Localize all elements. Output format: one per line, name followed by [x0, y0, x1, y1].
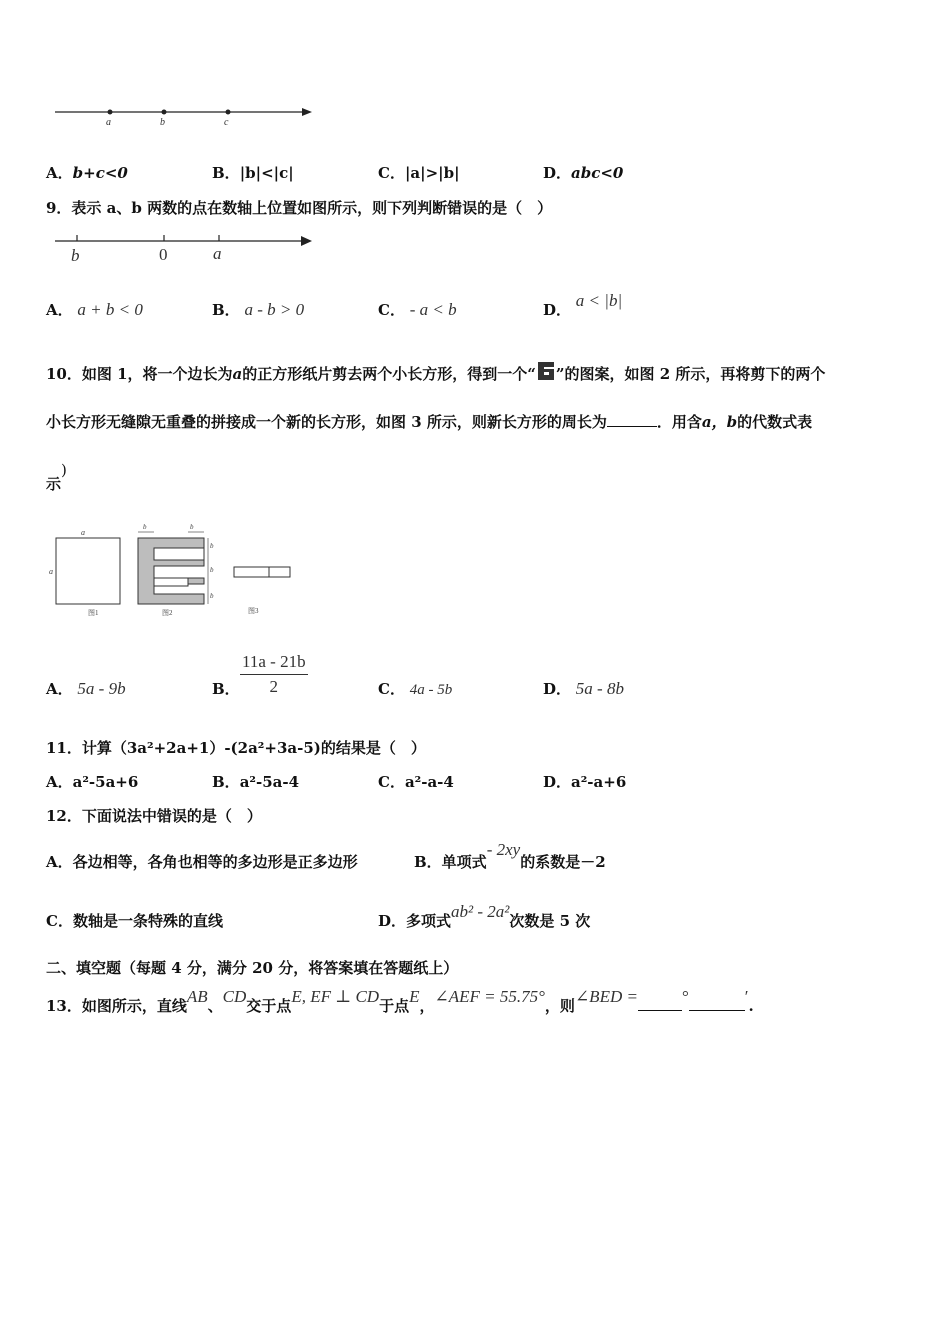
q12-option-d-math: ab² - 2a²: [451, 902, 510, 921]
q10-option-b-denominator: 2: [269, 677, 279, 696]
q9-option-c-label: C．: [378, 301, 405, 319]
q10-stem-var-a: a: [232, 365, 243, 383]
q11-option-d-text: a²-a+6: [571, 773, 627, 791]
q13-angle-aef: ∠AEF = 55.75°: [434, 987, 545, 1006]
q13-mid1: 交于点: [246, 997, 292, 1015]
q9-stem: 9．表示 a、b 两数的点在数轴上位置如图所示，则下列判断错误的是（ ）: [46, 199, 553, 217]
q9-label-0: 0: [159, 245, 168, 264]
section-2-heading: 二、填空题（每题 4 分，满分 20 分，将答案填在答题纸上）: [46, 959, 459, 977]
q12-option-b[interactable]: [414, 840, 606, 872]
fig3-caption: 图3: [248, 607, 259, 615]
q12-option-a[interactable]: A．各边相等，各角也相等的多边形是正多边形: [46, 853, 358, 871]
q8-number-line: [50, 100, 320, 130]
q10-stem-3: 示: [46, 475, 62, 493]
q8-axis-arrow: [302, 108, 312, 116]
q10-option-d-text: 5a - 8b: [575, 679, 624, 698]
q11-option-b[interactable]: [212, 771, 299, 792]
q9-option-b-text: a - b > 0: [244, 300, 305, 319]
q10-option-b[interactable]: [212, 678, 240, 699]
q8-label-a: a: [106, 117, 111, 128]
q10-option-d-label: D．: [543, 680, 572, 698]
fig2-slot-1: [154, 548, 204, 560]
q12-option-c[interactable]: C．数轴是一条特殊的直线: [46, 912, 223, 930]
q8-option-b-label: B．: [212, 164, 240, 182]
q12-stem: 12．下面说法中错误的是（ ）: [46, 807, 262, 825]
q8-point-b: [162, 110, 167, 115]
q10-stem-1c: ”的图案，如图 2 所示，再将剪下的两个: [555, 365, 826, 383]
q10-option-c-label: C．: [378, 680, 405, 698]
fig2-side-b-3: b: [210, 592, 214, 600]
q10-option-a-label: A．: [46, 680, 73, 698]
q11-option-a[interactable]: [46, 771, 138, 792]
q11-option-a-label: A．: [46, 773, 73, 791]
q9-number-line: [50, 230, 320, 266]
q10-stem-line-3: [46, 461, 67, 494]
q11-option-c[interactable]: [378, 771, 454, 792]
q10-option-c-text: 4a - 5b: [409, 682, 453, 698]
q8-point-a: [108, 110, 113, 115]
q8-option-a-text: b+c<0: [72, 164, 128, 182]
q11-option-d-label: D．: [543, 773, 572, 791]
q13-sep: 、: [207, 997, 223, 1015]
fig2-top-b-left: b: [143, 523, 147, 531]
q8-option-d-text: abc<0: [571, 164, 624, 182]
fig2-side-b-2: b: [210, 566, 214, 574]
q10-stem-3-paren: ): [61, 461, 67, 479]
q8-option-c-text: |a|>|b|: [404, 164, 460, 182]
q13-degree-symbol: °: [681, 987, 689, 1006]
q10-option-a-text: 5a - 9b: [77, 679, 126, 698]
q13-pre: 13．如图所示，直线: [46, 997, 187, 1015]
q9-option-c-text: - a < b: [409, 300, 457, 319]
q9-option-b[interactable]: [212, 299, 304, 320]
q11-option-b-text: a²-5a-4: [239, 773, 300, 791]
fig1-side-label: a: [49, 567, 53, 576]
q12-option-d-post: 次数是 5 次: [509, 912, 591, 930]
q12-option-d-pre: D．多项式: [378, 912, 452, 930]
q10-stem-1a: 10．如图 1，将一个边长为: [46, 365, 233, 383]
q9-option-b-label: B．: [212, 301, 240, 319]
q10-stem-2c: a，b: [701, 413, 738, 431]
q13-minutes-blank[interactable]: [689, 996, 745, 1011]
q10-option-a[interactable]: [46, 678, 126, 699]
q9-option-d-label: D．: [543, 301, 572, 319]
q10-stem-2d: 的代数式表: [737, 413, 813, 431]
q13-line-ab: AB: [186, 987, 208, 1006]
q9-option-a-label: A．: [46, 301, 73, 319]
q10-option-d[interactable]: [543, 678, 624, 699]
q8-label-b: b: [160, 117, 165, 128]
fig2-top-b-right: b: [190, 523, 194, 531]
q8-point-c: [226, 110, 231, 115]
q10-answer-blank[interactable]: [607, 412, 657, 427]
q13-ef-perp-cd: E, EF ⊥ CD: [291, 987, 380, 1006]
q8-option-a[interactable]: [46, 162, 128, 183]
q10-stem-line-1: [46, 361, 825, 384]
fig1-square: [56, 538, 120, 604]
fig1-caption: 图1: [88, 609, 99, 617]
q12-option-d[interactable]: [378, 902, 591, 931]
fig2-side-b-1: b: [210, 542, 214, 550]
q13-comma: ，: [419, 997, 435, 1015]
q13-prime-symbol: ′: [744, 987, 749, 1006]
q10-stem-2a: 小长方形无缝隙无重叠的拼接成一个新的长方形，如图 3 所示，则新长方形的周长为: [46, 413, 607, 431]
q10-option-b-fraction: [240, 652, 308, 697]
q9-option-c[interactable]: [378, 299, 457, 320]
q12-option-b-math: - 2xy: [486, 840, 521, 859]
q8-option-b[interactable]: [212, 162, 294, 183]
q9-label-a: a: [213, 244, 222, 263]
q11-option-b-label: B．: [212, 773, 240, 791]
q11-option-c-label: C．: [378, 773, 405, 791]
q10-stem-1b: 的正方形纸片剪去两个小长方形，得到一个“: [242, 365, 536, 383]
fig2-caption: 图2: [162, 609, 173, 617]
q9-option-a[interactable]: [46, 299, 143, 320]
q8-option-a-label: A．: [46, 164, 73, 182]
q12-option-b-post: 的系数是－2: [520, 853, 606, 871]
q13-degrees-blank[interactable]: [638, 996, 682, 1011]
q9-option-d[interactable]: [543, 291, 623, 320]
q10-stem-line-2: [46, 411, 812, 432]
q11-option-c-text: a²-a-4: [404, 773, 454, 791]
q11-stem: 11．计算（3a²+2a+1）-(2a²+3a-5)的结果是（ ）: [46, 739, 426, 757]
q9-option-d-text: a < |b|: [575, 291, 623, 310]
q8-option-d-label: D．: [543, 164, 572, 182]
q8-label-c: c: [224, 117, 229, 128]
q8-option-c-label: C．: [378, 164, 405, 182]
q10-figure: [44, 520, 304, 620]
e-shape-icon: [536, 361, 556, 381]
q13-mid3: ，则: [544, 997, 575, 1015]
q9-label-b: b: [71, 246, 80, 265]
q8-option-d[interactable]: [543, 162, 623, 183]
q10-stem-2b: ．用含: [656, 413, 702, 431]
q10-option-b-label: B．: [212, 680, 240, 698]
q8-option-c[interactable]: [378, 162, 460, 183]
q8-option-b-text: |b|<|c|: [239, 164, 294, 182]
fig3-rect: [234, 567, 290, 577]
q11-option-d[interactable]: [543, 771, 626, 792]
fig1-top-label: a: [81, 528, 85, 537]
q13-line-cd: CD: [222, 987, 247, 1006]
q10-option-c[interactable]: [378, 678, 452, 699]
fig2-slot-2: [154, 578, 188, 586]
q10-option-b-numerator: 11a - 21b: [240, 652, 308, 675]
q9-axis-arrow: [301, 236, 312, 246]
q13-stem: [46, 987, 754, 1016]
q11-option-a-text: a²-5a+6: [72, 773, 139, 791]
q13-end: .: [748, 997, 754, 1015]
q12-option-b-pre: B．单项式: [414, 853, 487, 871]
q13-mid2: 于点: [379, 997, 410, 1015]
q9-option-a-text: a + b < 0: [77, 300, 143, 319]
q13-point-e: E: [409, 987, 420, 1006]
q13-angle-bed: ∠BED =: [574, 987, 638, 1006]
